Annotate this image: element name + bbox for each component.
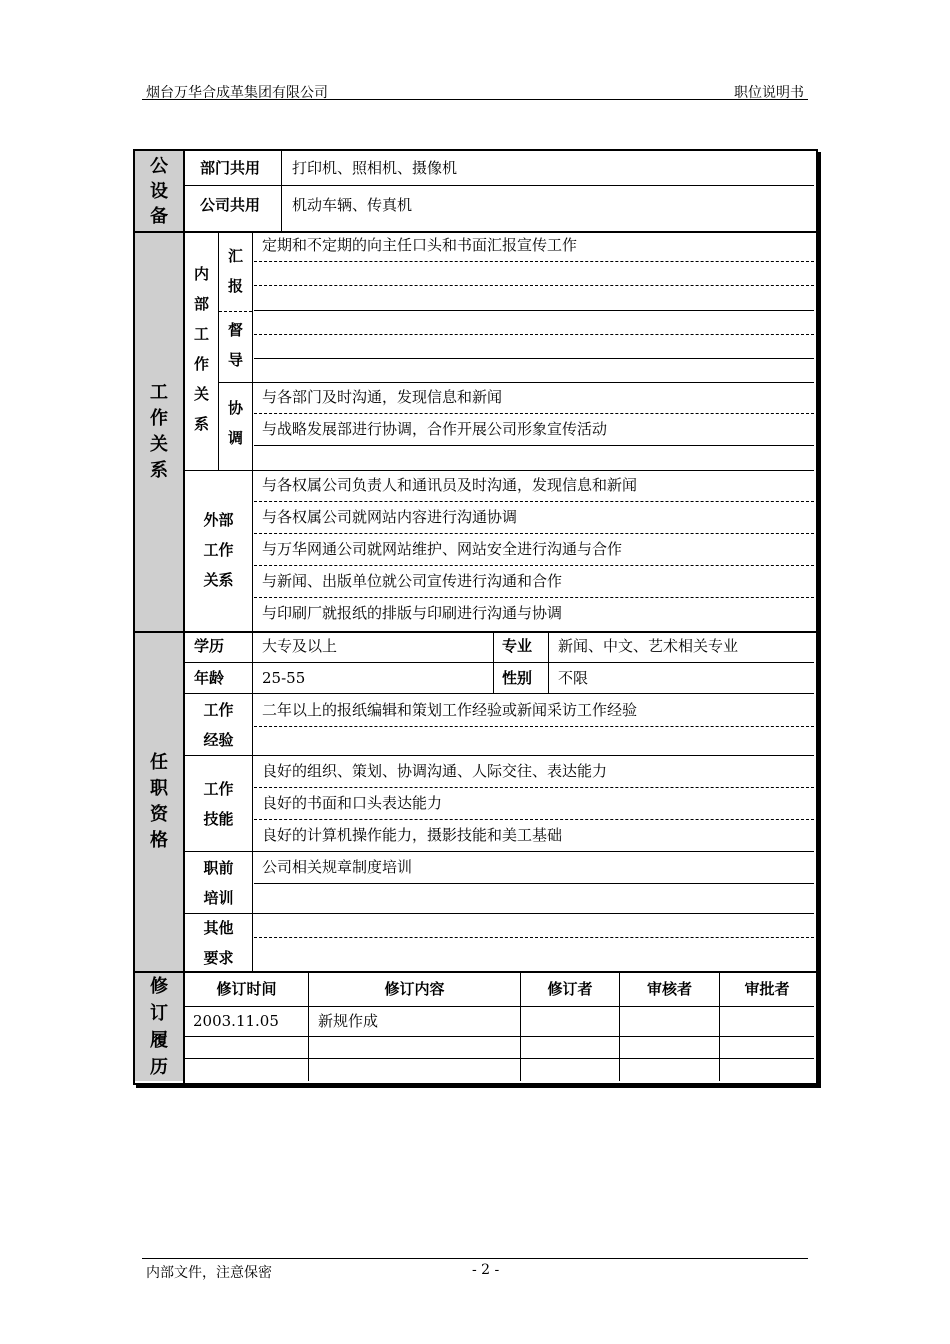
row-line (254, 413, 814, 414)
row-line (254, 819, 814, 820)
education-value: 大专及以上 (262, 637, 338, 655)
skills-item: 良好的计算机操作能力，摄影技能和美工基础 (262, 826, 563, 844)
column-line (493, 633, 494, 693)
training-label: 职前 培训 (203, 859, 234, 907)
row-line (254, 261, 814, 262)
major-label: 专业 (502, 637, 533, 655)
col-revised-by: 修订者 (547, 980, 593, 998)
footer-rule (142, 1258, 808, 1259)
row-line (254, 937, 814, 938)
row-line (219, 382, 814, 383)
work-relations-section-label: 工 作 关 系 (150, 382, 168, 481)
confidential-notice: 内部文件，注意保密 (146, 1265, 272, 1281)
column-line (252, 633, 253, 971)
column-line (252, 233, 253, 631)
skills-item: 良好的书面和口头表达能力 (262, 794, 443, 812)
external-item: 与各权属公司就网站内容进行沟通协调 (262, 508, 518, 526)
document-type: 职位说明书 (734, 85, 804, 101)
row-line (185, 755, 814, 756)
row-line (185, 1036, 814, 1037)
row-line (185, 913, 814, 914)
column-line (548, 633, 549, 693)
supervise-label: 督 导 (227, 321, 243, 369)
training-item: 公司相关规章制度培训 (262, 858, 413, 876)
skills-label: 工作 技能 (203, 780, 234, 828)
row-line (185, 185, 814, 186)
row-line (254, 565, 814, 566)
column-line (281, 151, 282, 231)
major-value: 新闻、中文、艺术相关专业 (558, 637, 739, 655)
external-item: 与万华网通公司就网站维护、网站安全进行沟通与合作 (262, 540, 623, 558)
row-line (185, 470, 814, 471)
experience-item: 二年以上的报纸编辑和策划工作经验或新闻采访工作经验 (262, 701, 638, 719)
row-line (219, 311, 252, 312)
skills-item: 良好的组织、策划、协调沟通、人际交往、表达能力 (262, 762, 608, 780)
row-line (254, 334, 814, 335)
section-divider (135, 231, 816, 233)
col-revision-content: 修订内容 (384, 980, 445, 998)
external-item: 与新闻、出版单位就公司宣传进行沟通和合作 (262, 572, 563, 590)
other-requirements-label: 其他 要求 (203, 919, 234, 967)
col-approved-by: 审批者 (744, 980, 790, 998)
row-line (254, 533, 814, 534)
department-shared-label: 部门共用 (200, 159, 261, 177)
department-shared-value: 打印机、照相机、摄像机 (292, 159, 458, 177)
page-number: - 2 - (472, 1262, 500, 1278)
row-line (254, 285, 814, 286)
external-item: 与印刷厂就报纸的排版与印刷进行沟通与协调 (262, 604, 563, 622)
row-line (185, 1058, 814, 1059)
age-value: 25-55 (262, 669, 306, 687)
row-line (254, 501, 814, 502)
row-line (185, 693, 814, 694)
revision-section-label: 修 订 履 历 (150, 976, 168, 1078)
coordinate-item: 与各部门及时沟通，发现信息和新闻 (262, 388, 503, 406)
company-shared-label: 公司共用 (200, 196, 261, 214)
row-line (254, 597, 814, 598)
internal-relations-label: 内 部 工 作 关 系 (193, 265, 209, 433)
coordinate-label: 协 调 (227, 399, 243, 447)
external-item: 与各权属公司负责人和通讯员及时沟通，发现信息和新闻 (262, 476, 638, 494)
external-relations-label: 外部 工作 关系 (203, 511, 234, 589)
revision-date-cell: 2003.11.05 (193, 1012, 279, 1030)
row-line (254, 726, 814, 727)
row-line (185, 1006, 814, 1007)
row-line (254, 310, 814, 311)
row-line (254, 883, 814, 884)
col-reviewed-by: 审核者 (646, 980, 692, 998)
header-rule (142, 99, 808, 100)
revision-content-cell: 新规作成 (318, 1012, 379, 1030)
coordinate-item: 与战略发展部进行协调，合作开展公司形象宣传活动 (262, 420, 608, 438)
row-line (254, 787, 814, 788)
qualifications-section-label: 任 职 资 格 (150, 752, 168, 851)
company-name: 烟台万华合成革集团有限公司 (146, 85, 328, 101)
report-label: 汇 报 (227, 247, 243, 295)
report-item: 定期和不定期的向主任口头和书面汇报宣传工作 (262, 236, 578, 254)
col-revision-date: 修订时间 (216, 980, 277, 998)
row-line (254, 358, 814, 359)
equipment-section-label: 公 设 备 (150, 155, 168, 227)
row-line (185, 851, 814, 852)
experience-label: 工作 经验 (203, 701, 234, 749)
row-line (185, 662, 814, 663)
company-shared-value: 机动车辆、传真机 (292, 196, 413, 214)
row-line (254, 445, 814, 446)
gender-label: 性别 (502, 669, 533, 687)
education-label: 学历 (194, 637, 225, 655)
gender-value: 不限 (558, 669, 589, 687)
age-label: 年龄 (194, 669, 225, 687)
section-divider (135, 631, 816, 633)
